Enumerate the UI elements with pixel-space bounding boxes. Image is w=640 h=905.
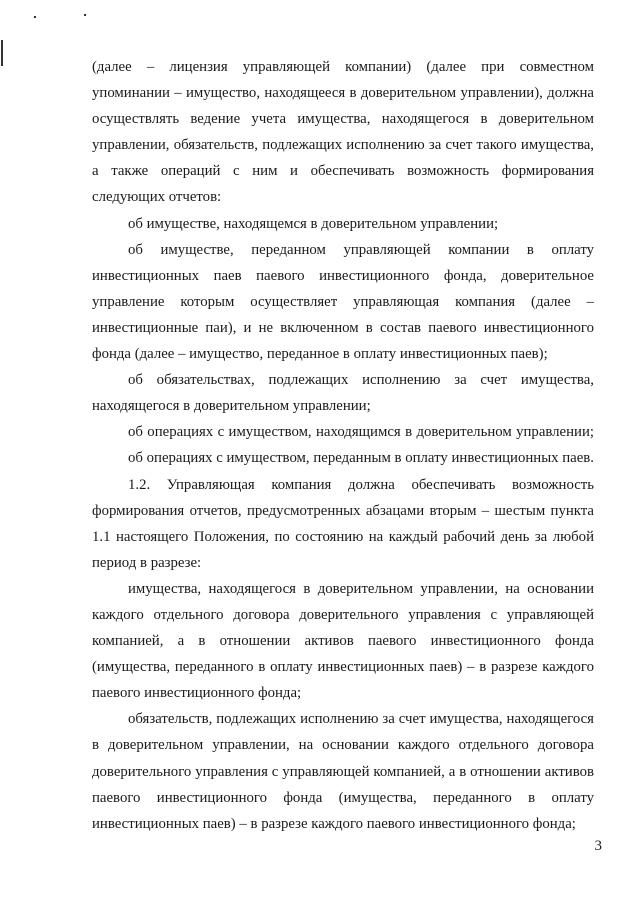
- scan-mark: [84, 14, 86, 16]
- paragraph: об имуществе, находящемся в доверительном управлении;: [128, 215, 499, 232]
- page-number: 3: [594, 838, 602, 854]
- paragraph: об операциях с имуществом, находящимся в доверительном управлении;: [128, 424, 594, 441]
- paragraph: об обязательствах, подлежащих исполнению за счет имущества, находящегося в доверительном управлении;: [92, 372, 594, 415]
- paragraph: имущества, находящегося в доверительном управлении, на основании каждого отдельного договора доверительного управления с управляющей компанией, а в отношении активов паевого инвестиционного фонда (имущества, переданного в оплату инвестиционных паев) – в разрезе каждого паевого инвестиционного фонда;: [92, 580, 594, 702]
- paragraph: обязательств, подлежащих исполнению за счет имущества, находящегося в доверительном управлении, на основании каждого отдельного договора доверительного управления с управляющей компанией, а в отношении активов паевого инвестиционного фонда (имущества, переданного в оплату инвестиционных паев) – в разрезе каждого паевого инвестиционного фонда;: [92, 711, 594, 832]
- paragraph: об операциях с имуществом, переданным в оплату инвестиционных паев.: [128, 450, 594, 467]
- paragraph: 1.2. Управляющая компания должна обеспечивать возможность формирования отчетов, предусмотренных абзацами вторым – шестым пункта 1.1 настоящего Положения, по состоянию на каждый рабочий день за любой период в разрезе:: [92, 476, 594, 571]
- paragraph: (далее – лицензия управляющей компании) (далее при совместном упоминании – имущество, находящееся в доверительном управлении), должна осуществлять ведение учета имущества, находящегося в доверительном управлении, обязательств, подлежащих исполнению за счет такого имущества, а также операций с ним и обеспечивать возможность формирования следующих отчетов:: [92, 59, 594, 206]
- paragraph: об имуществе, переданном управляющей компании в оплату инвестиционных паев паевого инвестиционного фонда, доверительное управление которым осуществляет управляющая компания (далее – инвестиционные паи), и не включенном в состав паевого инвестиционного фонда (далее – имущество, переданное в оплату инвестиционных паев);: [92, 241, 594, 363]
- scan-mark: [34, 16, 36, 18]
- document-body: [92, 54, 594, 837]
- scan-mark: [1, 40, 3, 66]
